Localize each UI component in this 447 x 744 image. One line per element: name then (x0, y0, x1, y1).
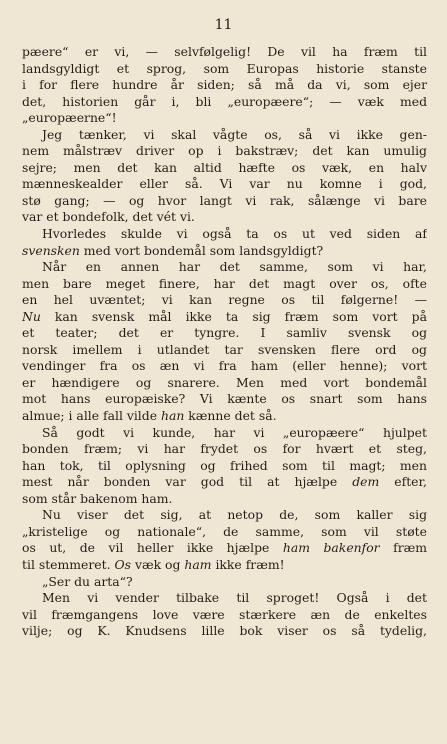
line-text: stø gang; — og hvor langt vi rak, sålænge vi bare (22, 192, 427, 208)
text-line (22, 474, 427, 491)
text-line (22, 143, 427, 160)
text-line (22, 458, 427, 475)
italic-text: Nu (22, 308, 41, 324)
body-text (22, 44, 427, 640)
line-text: ikke fræm! (211, 556, 285, 572)
line-text: „europæerne“! (22, 110, 117, 126)
text-line (22, 391, 427, 408)
line-text: med vort bondemål som landsgyldigt? (79, 242, 324, 258)
line-text: vil fræmgangens love være stærkere æn de enkeltes (22, 606, 427, 622)
text-line (22, 61, 427, 78)
text-line (22, 243, 427, 260)
text-line (22, 276, 427, 293)
line-text: pæere“ er vi, — selvfølgelig! De vil ha fræm til (22, 44, 427, 59)
text-line (22, 408, 427, 425)
line-text: sejre; men det kan altid hæfte os væk, en halv (22, 159, 427, 175)
line-text: det, historien går i, bli „europæere“; — væk med (22, 93, 427, 109)
italic-text: svensken (22, 242, 80, 258)
line-text: Jeg tænker, vi skal vågte os, så vi ikke gen- (42, 126, 427, 142)
line-text: et teater; det er tyngre. I samliv svensk og (22, 325, 427, 341)
line-text: Når en annen har det samme, som vi har, (42, 259, 427, 275)
line-text: han tok, til oplysning og frihed som til magt; men (22, 457, 427, 473)
text-line (22, 425, 427, 442)
line-text: mest når bonden var god til at hjælpe (22, 474, 353, 490)
line-text: Nu viser det sig, at netop de, som kaller sig (42, 507, 427, 523)
italic-text: dem (352, 474, 380, 490)
line-text: i for flere hundre år siden; så må da vi, som ejer (22, 77, 427, 93)
text-line (22, 607, 427, 624)
line-text: som står bakenom ham. (22, 490, 173, 506)
line-text: norsk imellem i utlandet tar svensken flere ord og (22, 341, 427, 357)
text-line (22, 110, 427, 127)
text-line (22, 557, 427, 574)
line-text: var et bondefolk, det vét vi. (22, 209, 195, 225)
text-line (22, 176, 427, 193)
text-line (22, 342, 427, 359)
italic-text: ham (184, 556, 212, 572)
line-text: „Ser du arta“? (42, 573, 133, 589)
text-line (22, 309, 427, 326)
line-text: Hvorledes skulde vi også ta os ut ved siden af (42, 226, 427, 242)
page-number: 11 (214, 17, 233, 33)
line-text: landsgyldigt et sprog, som Europas historie stanste (22, 60, 427, 76)
italic-text: han (160, 408, 185, 424)
text-line (22, 491, 427, 508)
text-line (22, 127, 427, 144)
line-text: almue; i alle fall vilde (22, 408, 161, 424)
text-line (22, 441, 427, 458)
text-line (22, 226, 427, 243)
line-text: os ut, de vil heller ikke hjælpe (22, 540, 283, 556)
text-line (22, 623, 427, 640)
text-line (22, 375, 427, 392)
line-text: men bare meget finere, har det magt over os, ofte (22, 275, 427, 291)
line-text: vendinger fra os æn vi fra ham (eller henne); vort (22, 358, 427, 374)
text-line (22, 94, 427, 111)
text-line (22, 358, 427, 375)
text-line (22, 524, 427, 541)
line-text: mænneskealder eller så. Vi var nu komne i god, (22, 176, 427, 192)
line-text: en hel uvæntet; vi kan regne os til følgerne! — (22, 292, 427, 308)
text-line (22, 540, 427, 557)
line-text: nem målstræv driver op i bakstræv; det kan umulig (22, 143, 427, 159)
line-text: Men vi vender tilbake til sproget! Også i det (42, 590, 427, 606)
text-line (22, 193, 427, 210)
line-text: er hændigere og snarere. Men med vort bondemål (22, 374, 427, 390)
text-line (22, 44, 427, 61)
text-line (22, 574, 427, 591)
text-line (22, 590, 427, 607)
text-line (22, 259, 427, 276)
text-line (22, 209, 427, 226)
line-text: mot hans europæiske? Vi kænte os snart som hans (22, 391, 427, 407)
line-text: Så godt vi kunde, har vi „europæere“ hjulpet (42, 424, 427, 440)
line-text: efter, (379, 474, 427, 490)
italic-text: ham bakenfor (282, 540, 380, 556)
line-text: bonden fræm; vi har frydet os for hvært et steg, (22, 441, 427, 457)
line-text: fræm (379, 540, 427, 556)
text-line (22, 292, 427, 309)
line-text: vilje; og K. Knudsens lille bok viser os så tydelig, (22, 623, 427, 639)
text-line (22, 507, 427, 524)
line-text: til stemmeret. (22, 556, 115, 572)
line-text: væk og (131, 556, 185, 572)
italic-text: Os (114, 556, 131, 572)
line-text: kænne det så. (184, 408, 277, 424)
text-line (22, 325, 427, 342)
text-line (22, 160, 427, 177)
text-line (22, 77, 427, 94)
line-text: „kristelige og nationale“, de samme, som vil støte (22, 523, 427, 539)
line-text: kan svensk mål ikke ta sig fræm som vort på (40, 308, 427, 324)
